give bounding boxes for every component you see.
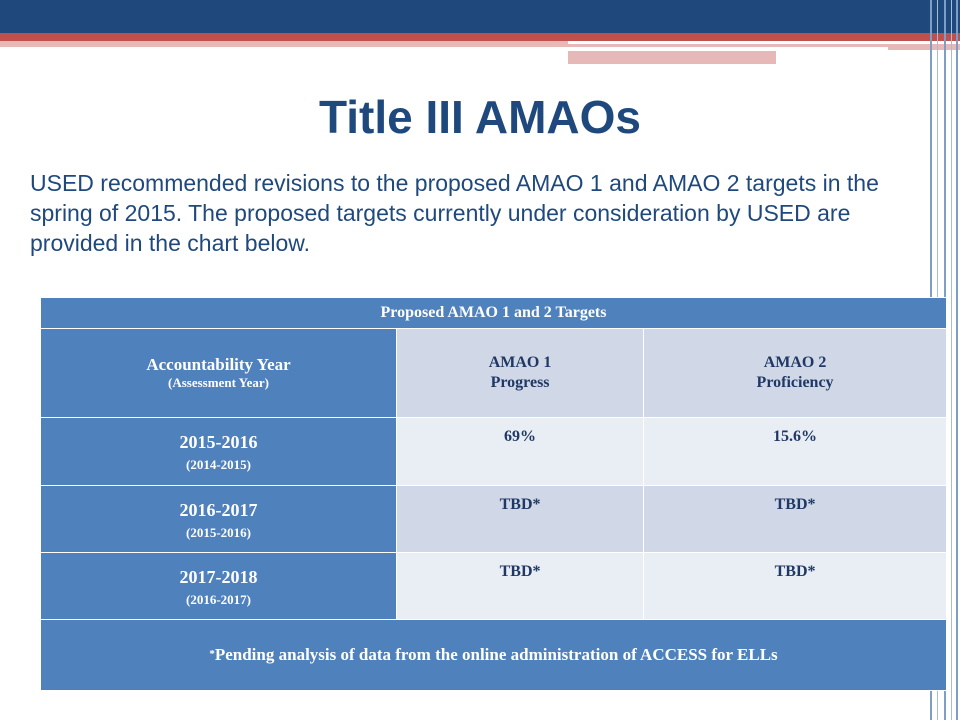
footnote-text: Pending analysis of data from the online administration of ACCESS for ELLs <box>214 645 778 664</box>
header-bar-red <box>0 33 960 41</box>
amao1-header-line1: AMAO 1 <box>488 354 552 371</box>
amao2-value: 15.6% <box>773 428 818 445</box>
header-bar-white <box>568 47 888 51</box>
amao1-value-cell <box>397 553 644 620</box>
table-caption: Proposed AMAO 1 and 2 Targets <box>41 298 947 329</box>
amao1-value: TBD* <box>499 496 541 513</box>
amao1-value-cell <box>397 418 644 486</box>
amao2-value: TBD* <box>774 563 816 580</box>
accountability-year: 2016-2017 <box>179 500 258 520</box>
accountability-year-header <box>41 329 397 418</box>
table-row <box>41 418 947 486</box>
year-cell <box>41 486 397 553</box>
amao2-header-line2: Proficiency <box>756 374 834 391</box>
amao-targets-table <box>40 297 947 691</box>
year-cell <box>41 553 397 620</box>
amao1-header-line2: Progress <box>490 374 550 391</box>
amao1-value: 69% <box>504 428 537 445</box>
amao2-header-line1: AMAO 2 <box>763 354 827 371</box>
amao1-header <box>397 329 644 418</box>
table-row <box>41 553 947 620</box>
year-cell <box>41 418 397 486</box>
amao2-value-cell <box>644 553 947 620</box>
accountability-year: 2017-2018 <box>179 567 258 587</box>
header-bar-pink <box>0 41 568 47</box>
header-bar-blue <box>0 0 960 33</box>
assessment-year: (2016-2017) <box>186 592 251 607</box>
accountability-year-label: Accountability Year <box>146 355 291 374</box>
footnote-cell <box>41 620 947 691</box>
assessment-year: (2014-2015) <box>186 457 251 472</box>
amao1-value: TBD* <box>499 563 541 580</box>
table-row <box>41 486 947 553</box>
amao2-value: TBD* <box>774 496 816 513</box>
slide-title: Title III AMAOs <box>318 91 642 143</box>
assessment-year: (2015-2016) <box>186 525 251 540</box>
amao2-value-cell <box>644 418 947 486</box>
intro-paragraph: USED recommended revisions to the proposed AMAO 1 and AMAO 2 targets in the spring of 2015. The proposed targets currently under consideration by USED are provided in the chart below. <box>30 170 879 256</box>
amao2-header <box>644 329 947 418</box>
amao1-value-cell <box>397 486 644 553</box>
assessment-year-label: (Assessment Year) <box>168 375 269 390</box>
footnote-asterisk: * <box>209 648 215 660</box>
accountability-year: 2015-2016 <box>179 432 258 452</box>
amao2-value-cell <box>644 486 947 553</box>
